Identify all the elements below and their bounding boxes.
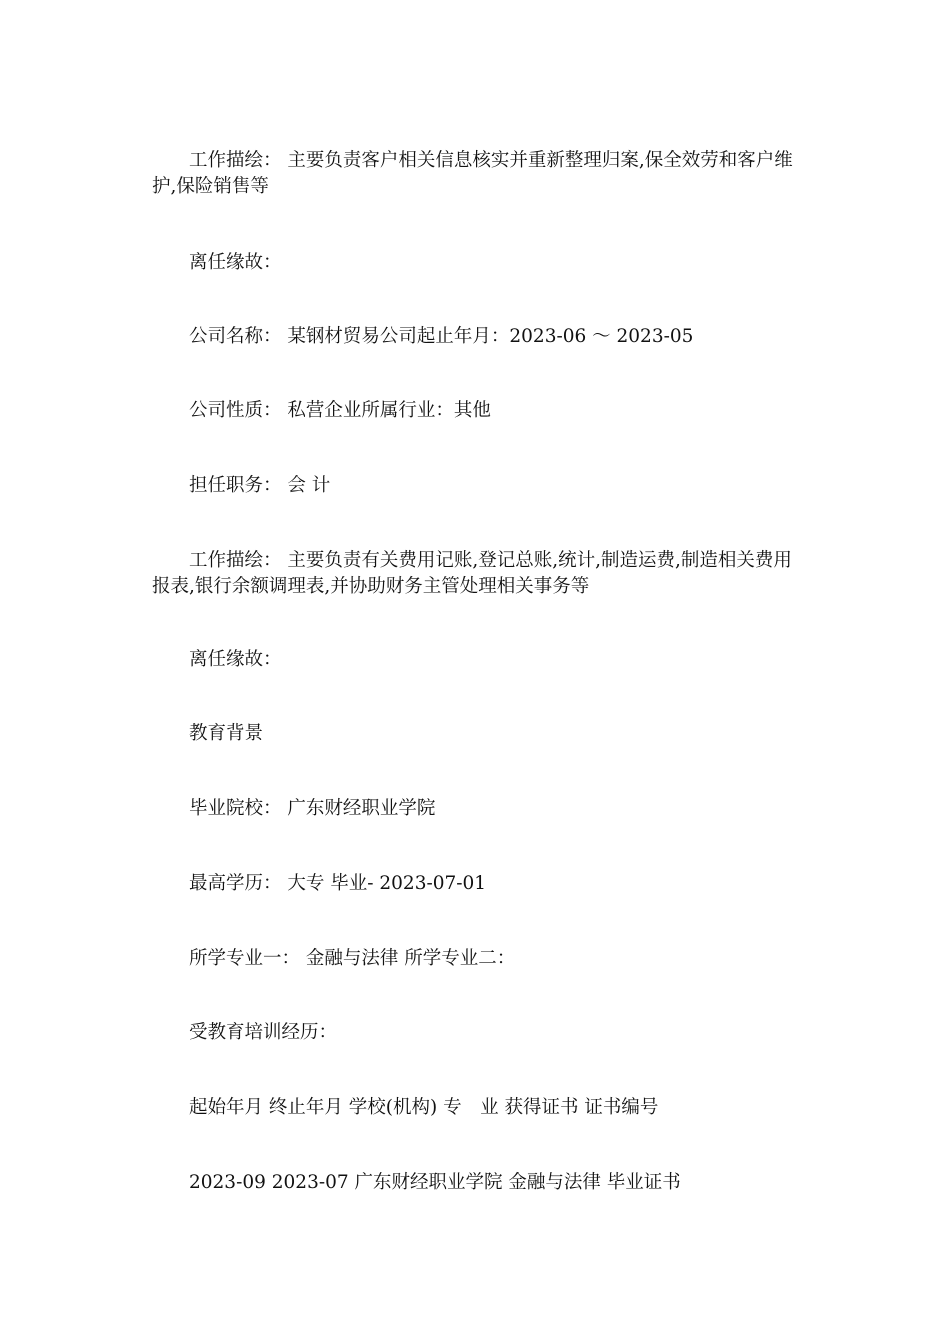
work-description-2: 工作描绘： 主要负责有关费用记账,登记总账,统计,制造运费,制造相关费用报表,银行余额调理表,并协助财务主管处理相关事务等	[152, 550, 792, 597]
position-held: 担任职务： 会 计	[189, 475, 331, 496]
major: 所学专业一： 金融与法律 所学专业二：	[189, 948, 516, 969]
company-name: 公司名称： 某钢材贸易公司起止年月：2023-06 ～ 2023-05	[189, 326, 694, 347]
leaving-reason-2: 离任缘故：	[189, 649, 282, 670]
graduation-school: 毕业院校： 广东财经职业学院	[189, 798, 436, 819]
training-history-heading: 受教育培训经历：	[189, 1022, 338, 1043]
training-table-row: 2023-09 2023-07 广东财经职业学院 金融与法律 毕业证书	[189, 1172, 681, 1193]
work-description-1: 工作描绘： 主要负责客户相关信息核实并重新整理归案,保全效劳和客户维护,保险销售等	[152, 150, 793, 197]
training-table-header: 起始年月 终止年月 学校(机构) 专 业 获得证书 证书编号	[189, 1097, 659, 1118]
company-nature: 公司性质： 私营企业所属行业：其他	[189, 400, 491, 421]
highest-education: 最高学历： 大专 毕业- 2023-07-01	[189, 873, 487, 894]
education-heading: 教育背景	[189, 723, 264, 744]
leaving-reason-1: 离任缘故：	[189, 252, 282, 273]
